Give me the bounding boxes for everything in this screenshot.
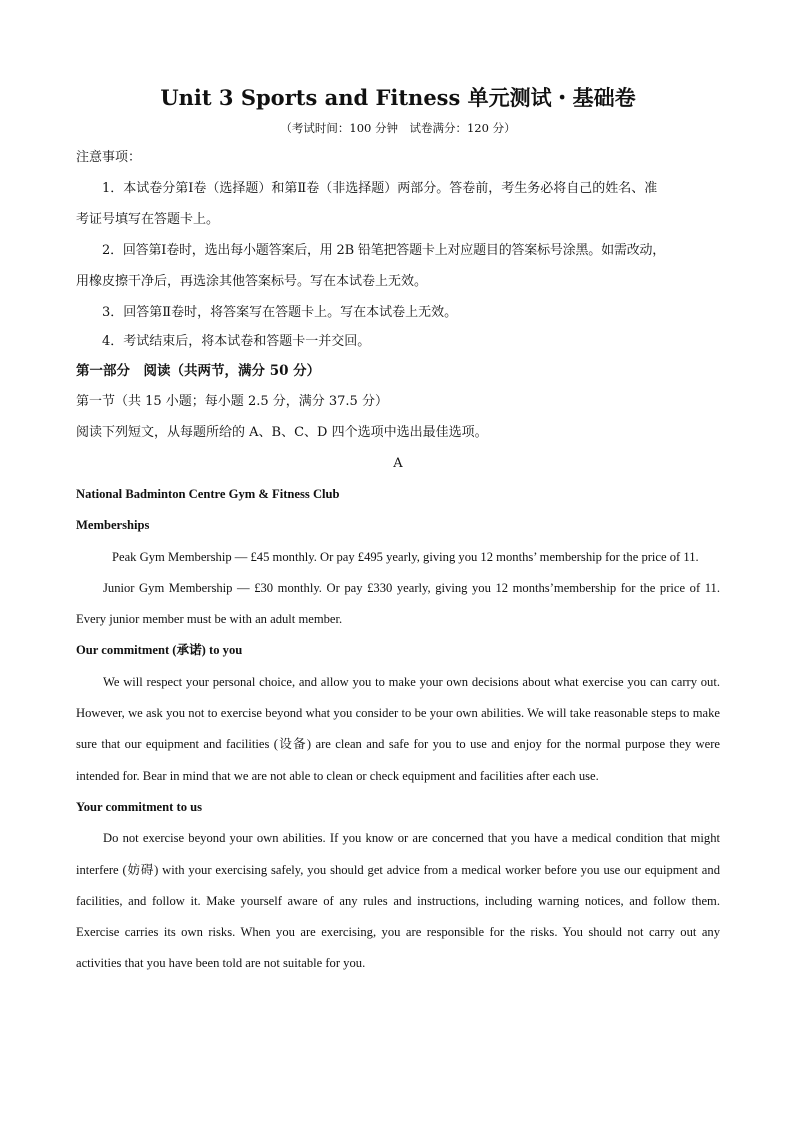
note-item-4: 4．考试结束后，将本试卷和答题卡一并交回。 — [102, 334, 371, 349]
passage-heading: National Badminton Centre Gym & Fitness Club — [76, 487, 340, 501]
peak-membership-text: Peak Gym Membership — £45 monthly. Or pay £495 yearly, giving you 12 months’ membership for the price of 11. — [112, 549, 699, 564]
note-item-1-line-1: 1．本试卷分第Ⅰ卷（选择题）和第Ⅱ卷（非选择题）两部分。答卷前，考生务必将自己的姓名、准 — [102, 181, 658, 196]
note-item-1-line-2: 考证号填写在答题卡上。 — [76, 212, 220, 227]
reading-instruction: 阅读下列短文，从每题所给的 A、B、C、D 四个选项中选出最佳选项。 — [76, 425, 488, 440]
our-commitment-text: We will respect your personal choice, and allow you to make your own decisions about what exercise you can carry out. However, we ask you not to exercise beyond what you consider to be your own abilities. We will take reasonable steps to make sure that our equipment and facilities (设备) are clean and safe for you to use and enjoy for the normal purpose they were intended for. Bear in mind that we are not able to clean or check equipment and facilities after each use. — [76, 674, 720, 783]
page-title: Unit 3 Sports and Fitness 单元测试・基础卷 — [160, 85, 636, 110]
junior-membership-text: Junior Gym Membership — £30 monthly. Or pay £330 yearly, giving you 12 months’membership for the price of 11. Every junior member must be with an adult member. — [76, 580, 720, 627]
note-item-2-line-2: 用橡皮擦干净后，再选涂其他答案标号。写在本试卷上无效。 — [76, 274, 428, 289]
exam-time-info: （考试时间：100 分钟 试卷满分：120 分） — [280, 121, 516, 135]
note-item-2-line-1: 2．回答第Ⅰ卷时，选出每小题答案后，用 2B 铅笔把答题卡上对应题目的答案标号涂黑。如需改动， — [102, 243, 666, 258]
notes-heading: 注意事项： — [76, 150, 142, 165]
part-one — [76, 356, 720, 479]
section-one-title: 第一节（共 15 小题；每小题 2.5 分，满分 37.5 分） — [76, 394, 388, 409]
exam-page — [76, 84, 720, 980]
your-commitment-heading: Your commitment to us — [76, 799, 203, 814]
memberships-heading: Memberships — [76, 518, 150, 533]
note-item-3: 3．回答第Ⅱ卷时，将答案写在答题卡上。写在本试卷上无效。 — [102, 305, 458, 320]
part-one-title: 第一部分 阅读（共两节，满分 50 分） — [76, 363, 321, 379]
our-commitment-heading: Our commitment (承诺) to you — [76, 643, 243, 658]
passage-letter: A — [393, 456, 403, 471]
passage-a — [76, 479, 720, 980]
notes-section — [76, 142, 720, 356]
your-commitment-text: Do not exercise beyond your own abilities. If you know or are concerned that you have a medical condition that might interfere (妨碍) with your exercising safely, you should get advice from a medical worker before you use our equipment and facilities, and follow it. Make yourself aware of any rules and instructions, including warning notices, and follow them. Exercise carries its own risks. When you are exercising, you are responsible for the risks. You should not carry out any activities that you have been told are not suitable for you. — [76, 831, 720, 971]
